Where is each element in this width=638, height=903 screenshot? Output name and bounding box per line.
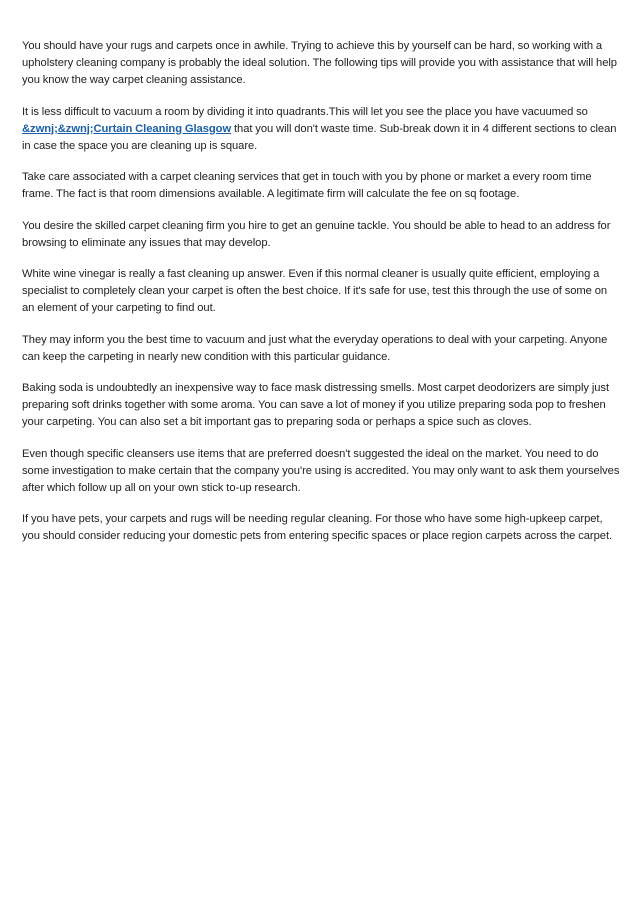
paragraph-9: If you have pets, your carpets and rugs will be needing regular cleaning. For those who have some high-upkeep carpet, you should consider reducing your domestic pets from entering specific spaces or place region carpets across the carpet. <box>22 513 613 542</box>
paragraph-2-text-before: It is less difficult to vacuum a room by dividing it into quadrants.This will let you see the place you have vacuumed so <box>22 105 588 118</box>
curtain-cleaning-link[interactable]: &zwnj;&zwnj;Curtain Cleaning Glasgow <box>22 122 232 135</box>
paragraph-8: Even though specific cleansers use items that are preferred doesn't suggested the ideal on the market. You need to do some investigation to make certain that the company you're using is accredited. You may only want to ask them yourselves after which follow up all on your own stick to-up research. <box>22 447 620 494</box>
paragraph-4: You desire the skilled carpet cleaning firm you hire to get an genuine tackle. You should be able to head to an address for browsing to eliminate any issues that may develop. <box>22 219 611 249</box>
paragraph-5: White wine vinegar is really a fast cleaning up answer. Even if this normal cleaner is usually quite efficient, employing a specialist to completely clean your carpet is often the best choice. If it's safe for use, test this through the use of some on an element of your carpeting to find out. <box>22 268 608 314</box>
paragraph-3: Take care associated with a carpet cleaning services that get in touch with you by phone or market a every room time frame. The fact is that room dimensions available. A legitimate firm will calculate the fee on sq footage. <box>22 171 592 200</box>
paragraph-6: They may inform you the best time to vacuum and just what the everyday operations to deal with your carpeting. Anyone can keep the carpeting in nearly new condition with this particular guidance. <box>22 333 608 363</box>
paragraph-1: You should have your rugs and carpets once in awhile. Trying to achieve this by yourself can be hard, so working with a upholstery cleaning company is probably the ideal solution. The following tips will provide you with assistance that will help you know the way carpet cleaning assistance. <box>22 40 617 86</box>
paragraph-2-text-after: that you will don't waste time. Sub-break down it in 4 different sections to clean in case the space you are cleaning up is square. <box>22 122 617 152</box>
paragraph-7: Baking soda is undoubtedly an inexpensive way to face mask distressing smells. Most carpet deodorizers are simply just preparing soft drinks together with some aroma. You can save a lot of money if you utilize preparing soda pop to freshen your carpeting. You can also set a bit important gas to preparing soda or perhaps a spice such as cloves. <box>22 382 610 428</box>
document-body <box>22 38 620 560</box>
paragraph-2 <box>22 104 620 155</box>
